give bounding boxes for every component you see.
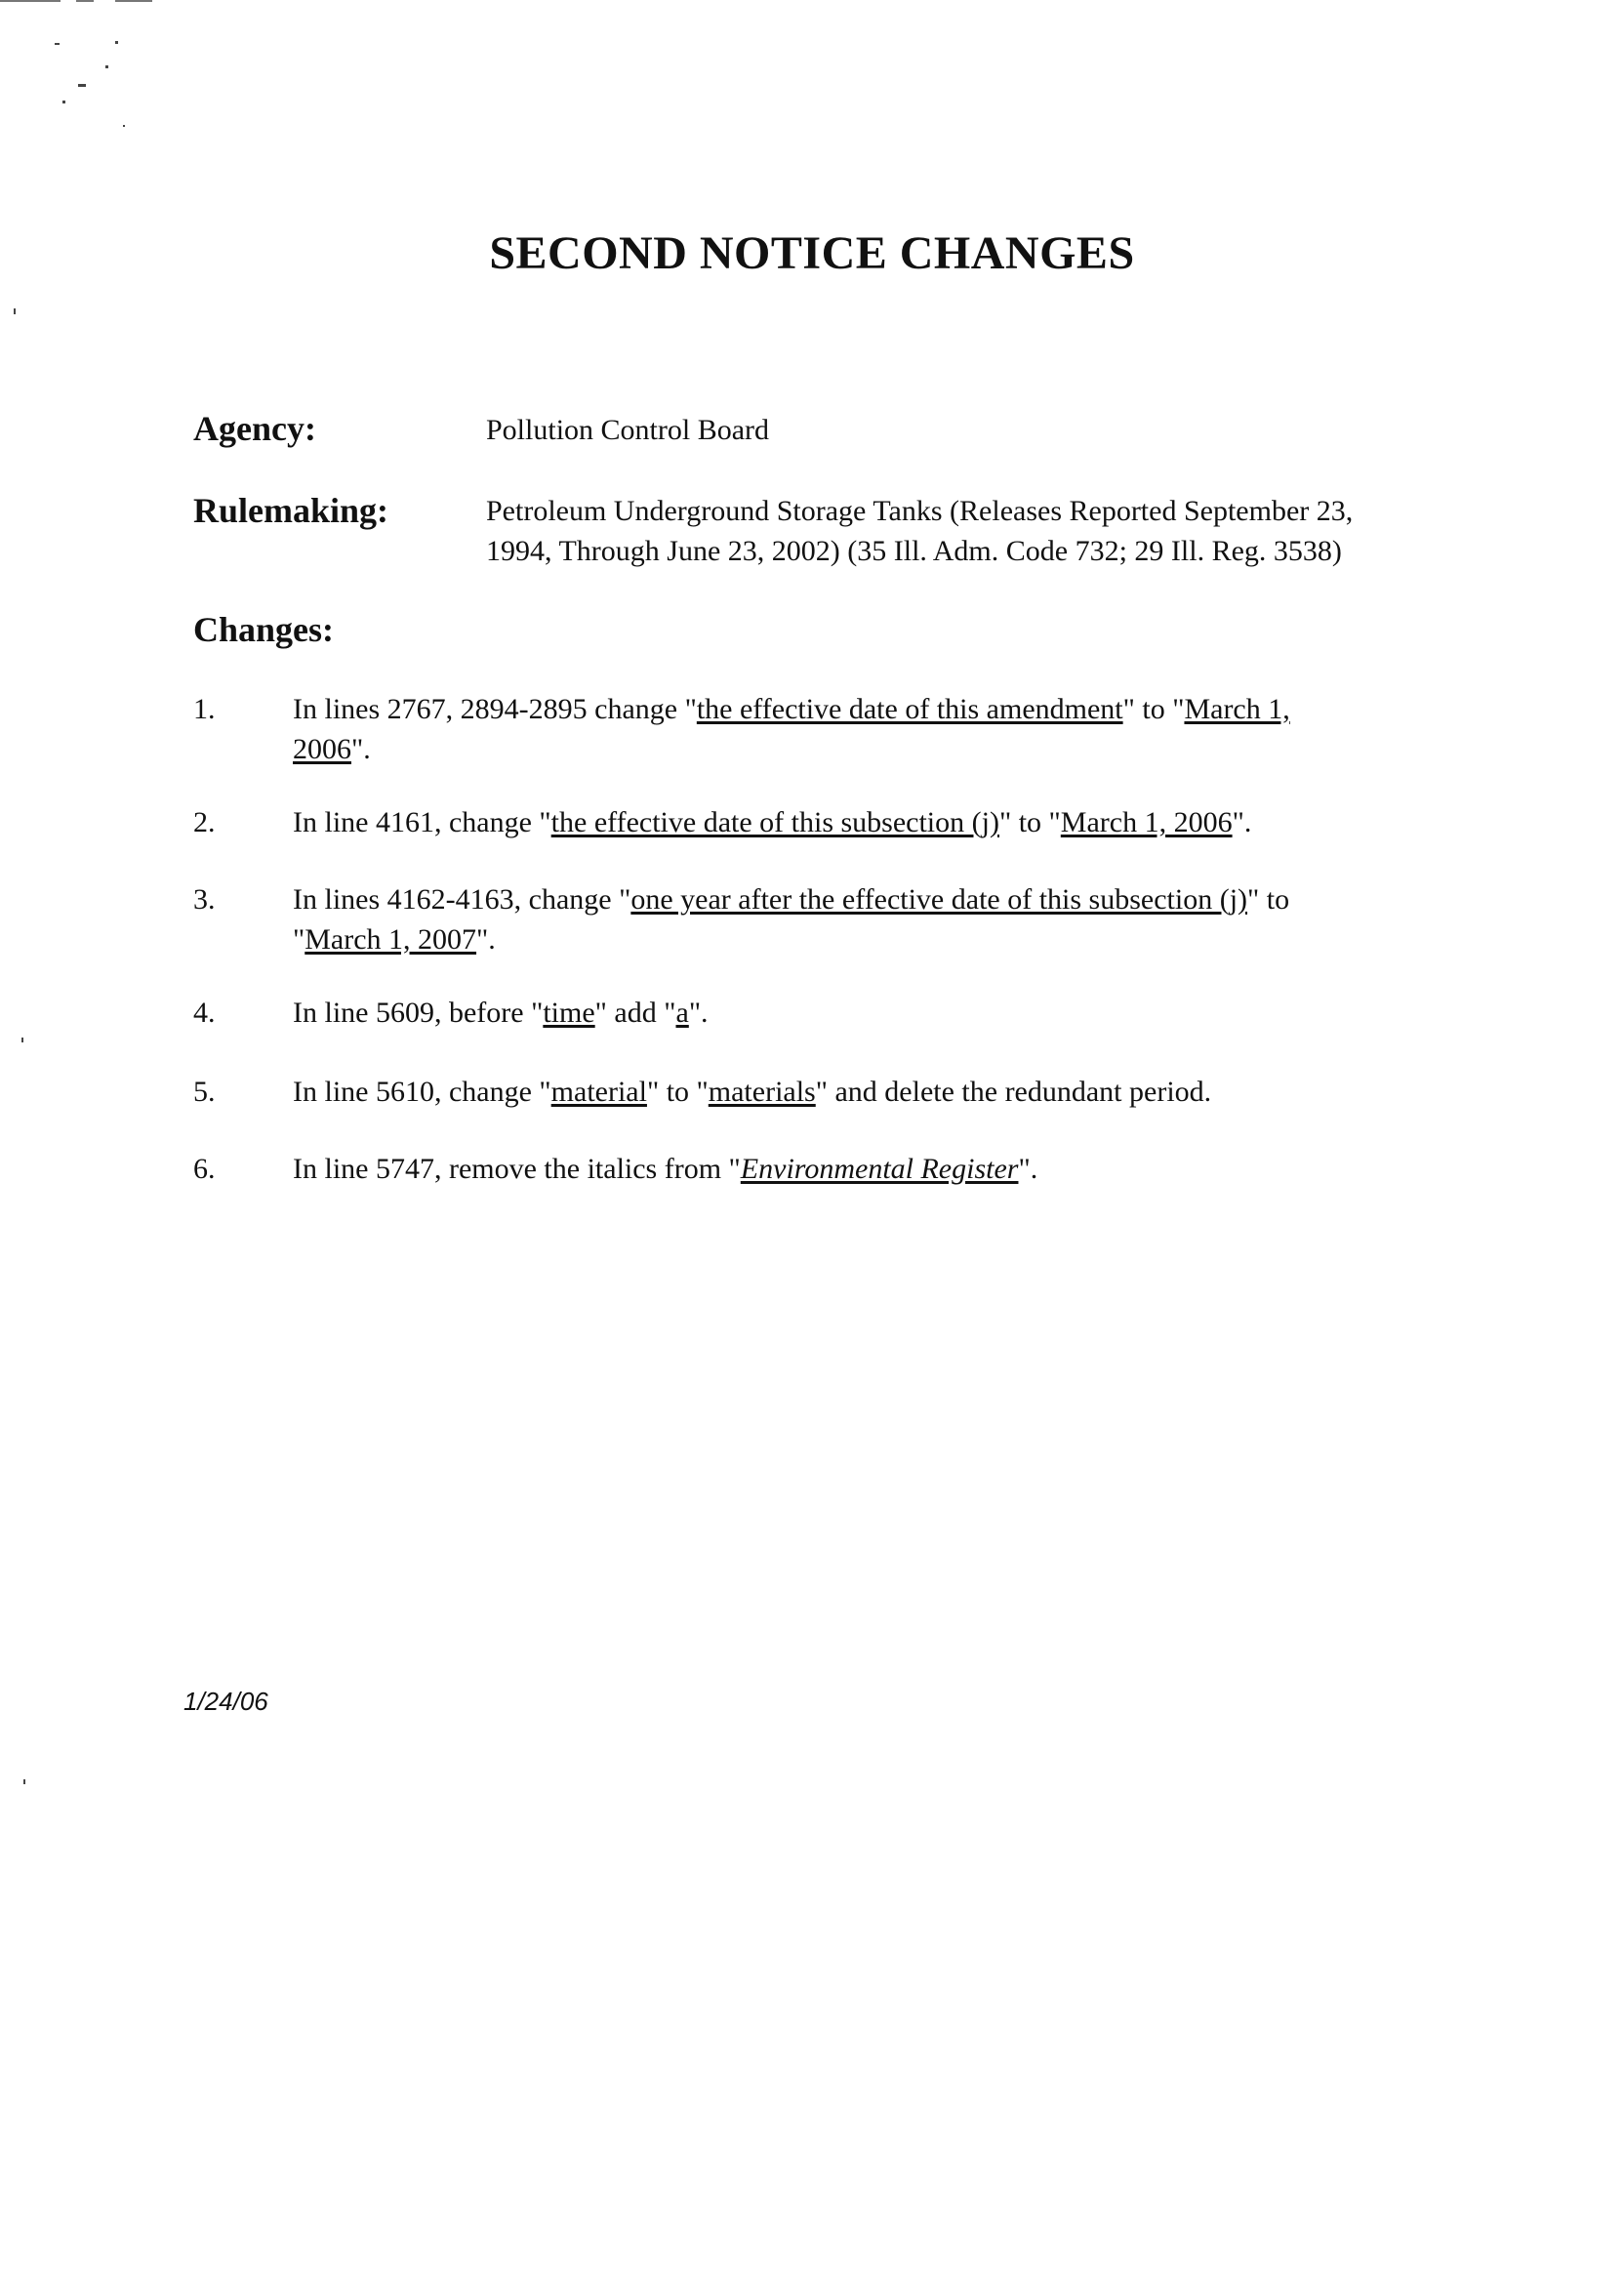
page-title: SECOND NOTICE CHANGES [489,227,1135,279]
scan-speck [78,84,86,87]
item-number: 4. [193,997,216,1029]
document-date: 1/24/06 [183,1687,268,1716]
old-text: material [550,1076,647,1108]
old-text: one year after the effective date of this subsection (j) [630,883,1248,916]
scan-speck [14,308,16,314]
change-item: 1. In lines 2767, 2894-2895 change "the effective date of this amendment" to "March 1, 2006". [193,689,1462,769]
changes-label: Changes: [193,610,335,649]
scan-mark [115,0,152,2]
change-item: 4. In line 5609, before "time" add "a". [193,993,1462,1033]
new-text: March 1, 2007 [304,923,477,956]
rulemaking-label: Rulemaking: [193,491,389,530]
change-item: 2. In line 4161, change "the effective date of this subsection (j)" to "March 1, 2006". [193,802,1462,842]
agency-value: Pollution Control Board [486,414,770,446]
new-text: materials [708,1076,816,1108]
rulemaking-line-2: 1994, Through June 23, 2002) (35 Ill. Adm. Code 732; 29 Ill. Reg. 3538) [486,535,1342,567]
old-text: the effective date of this subsection (j) [550,806,999,838]
change-item: 3. In lines 4162-4163, change "one year after the effective date of this subsection (j)" to "March 1, 2007". [193,879,1462,959]
old-text: time [543,997,595,1029]
scan-speck [21,1038,23,1042]
scan-speck [115,41,118,44]
scan-mark [0,0,61,2]
scan-speck [123,125,125,127]
old-text: the effective date of this amendment [696,693,1123,725]
agency-label: Agency: [193,409,316,448]
new-text: 2006 [293,733,351,765]
scan-speck [23,1779,25,1784]
scan-speck [55,43,60,45]
item-number: 1. [193,693,216,725]
changes-list [193,689,1462,1189]
scan-mark [76,0,94,2]
old-text: Environmental Register [740,1153,1019,1185]
item-number: 6. [193,1153,216,1185]
scan-speck [105,65,108,68]
change-item: 5. In line 5610, change "material" to "materials" and delete the redundant period. [193,1072,1462,1112]
rulemaking-line-1: Petroleum Underground Storage Tanks (Releases Reported September 23, [486,495,1354,527]
item-number: 3. [193,883,216,916]
item-number: 5. [193,1076,216,1108]
new-text: March 1, 2006 [1060,806,1233,838]
new-text: March 1, [1184,693,1290,725]
scan-speck [62,101,65,103]
item-number: 2. [193,806,216,838]
rulemaking-value [486,491,1482,571]
new-text: a [675,997,689,1029]
change-item: 6. In line 5747, remove the italics from "Environmental Register". [193,1149,1462,1189]
